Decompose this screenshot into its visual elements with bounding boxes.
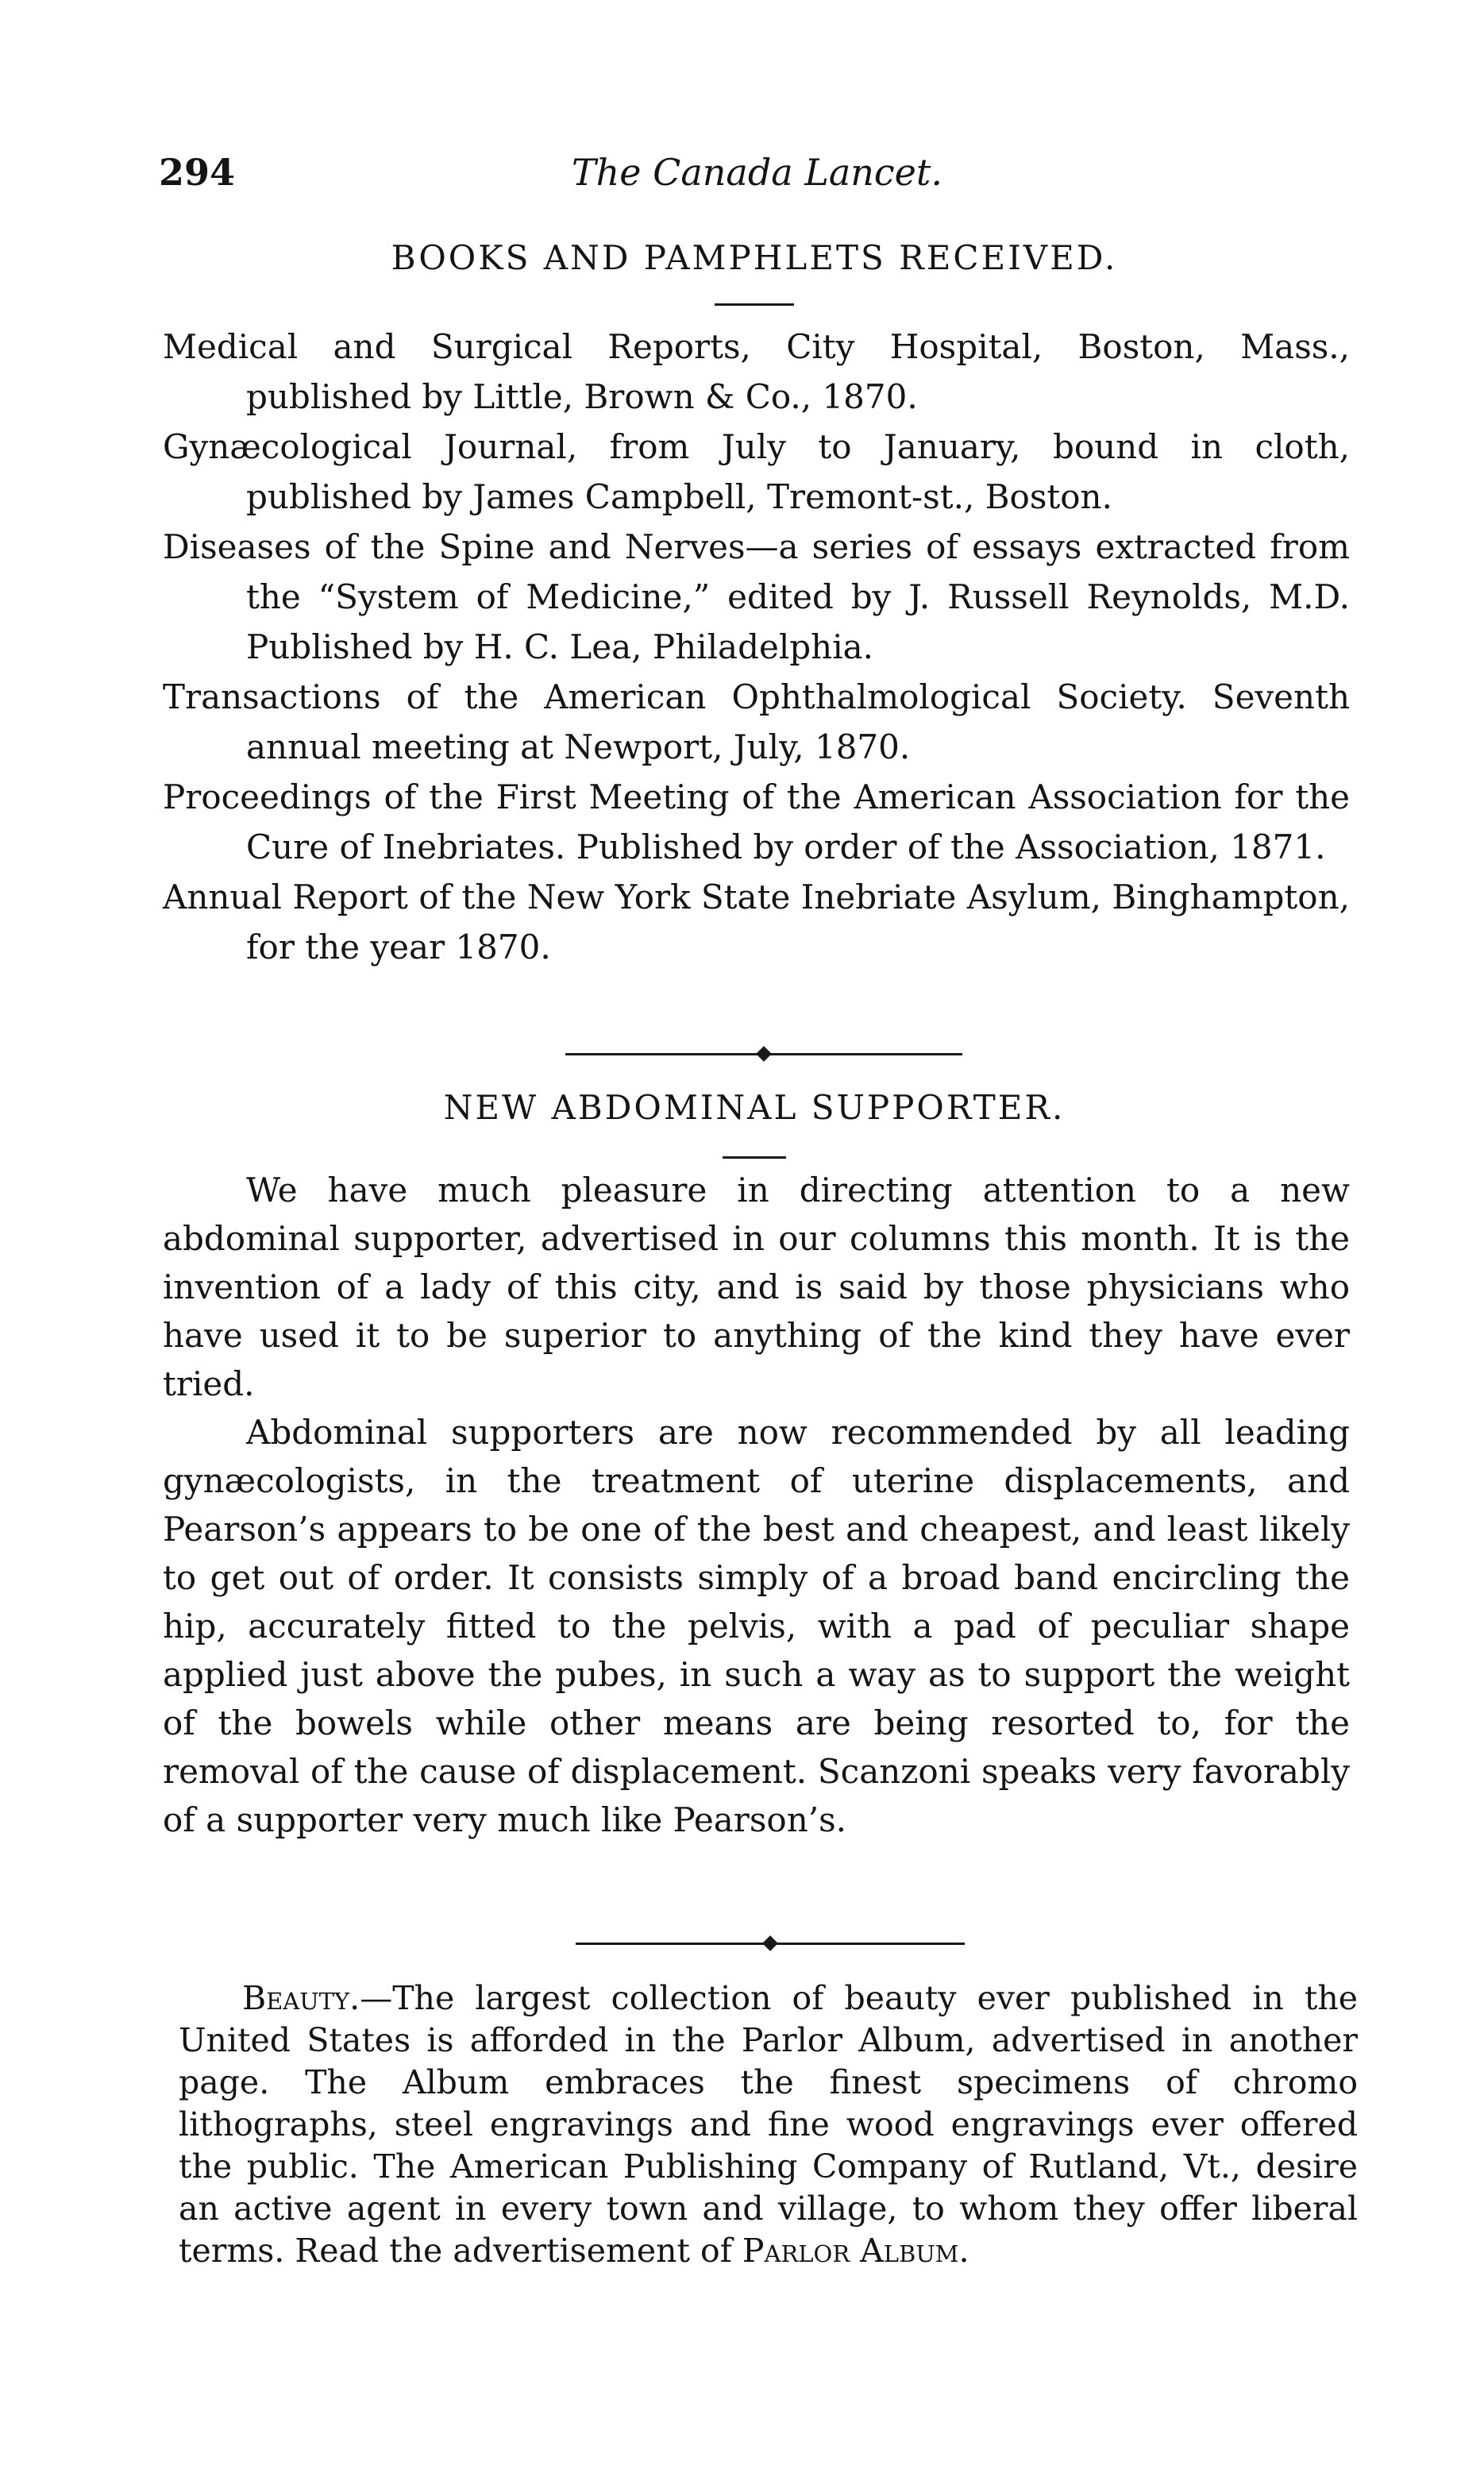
book-entry: Proceedings of the First Meeting of the American Association for the Cure of Inebriates. Published by order of the Association, 1871. <box>163 777 1350 866</box>
journal-title: The Canada Lancet. <box>572 151 943 194</box>
books-heading-rule <box>715 303 794 306</box>
running-head <box>159 151 1350 214</box>
books-list <box>163 322 1350 972</box>
beauty-notice <box>179 1977 1358 2272</box>
supporter-section-heading: NEW ABDOMINAL SUPPORTER. <box>443 1088 1066 1127</box>
supporter-article <box>163 1166 1350 1844</box>
notice-closing: Parlor Album. <box>742 2232 969 2270</box>
book-entry: Annual Report of the New York State Inebriate Asylum, Binghampton, for the year 1870. <box>163 878 1350 966</box>
page-number: 294 <box>159 151 236 194</box>
book-entry: Medical and Surgical Reports, City Hospital, Boston, Mass., published by Little, Brown & Co., 1870. <box>163 327 1350 416</box>
section-divider-ornament <box>576 1935 965 1952</box>
book-entry: Diseases of the Spine and Nerves—a series of essays extracted from the “System of Medicine,” edited by J. Russell Reynolds, M.D. Published by H. C. Lea, Philadelphia. <box>163 527 1350 666</box>
notice-lead: Beauty. <box>242 1979 360 2017</box>
books-section-heading: BOOKS AND PAMPHLETS RECEIVED. <box>391 238 1118 277</box>
section-divider-ornament <box>565 1045 962 1063</box>
book-entry: Gynæcological Journal, from July to January, bound in cloth, published by James Campbell, Tremont-st., Boston. <box>163 427 1350 516</box>
notice-body: —The largest collection of beauty ever published in the United States is afforded in the Parlor Album, advertised in another page. The Album embraces the finest specimens of chromo lithographs, steel engravings and fine wood engravings ever offered the public. The American Publishing Company of Rutland, Vt., desire an active agent in every town and village, to whom they offer liberal terms. Read the advertisement of <box>179 1979 1358 2270</box>
article-paragraph: Abdominal supporters are now recommended by all leading gynæcologists, in the treatment of uterine displacements, and Pearson’s appears to be one of the best and cheapest, and least likely to get out of order. It consists simply of a broad band encircling the hip, accurately fitted to the pelvis, with a pad of peculiar shape applied just above the pubes, in such a way as to support the weight of the bowels while other means are being resorted to, for the removal of the cause of displacement. Scanzoni speaks very favorably of a supporter very much like Pearson’s. <box>163 1413 1350 1839</box>
supporter-heading-rule <box>723 1156 786 1159</box>
book-entry: Transactions of the American Ophthalmological Society. Seventh annual meeting at Newport, July, 1870. <box>163 677 1350 766</box>
article-paragraph: We have much pleasure in directing attention to a new abdominal supporter, advertised in our columns this month. It is the invention of a lady of this city, and is said by those physicians who have used it to be superior to anything of the kind they have ever tried. <box>163 1171 1350 1403</box>
